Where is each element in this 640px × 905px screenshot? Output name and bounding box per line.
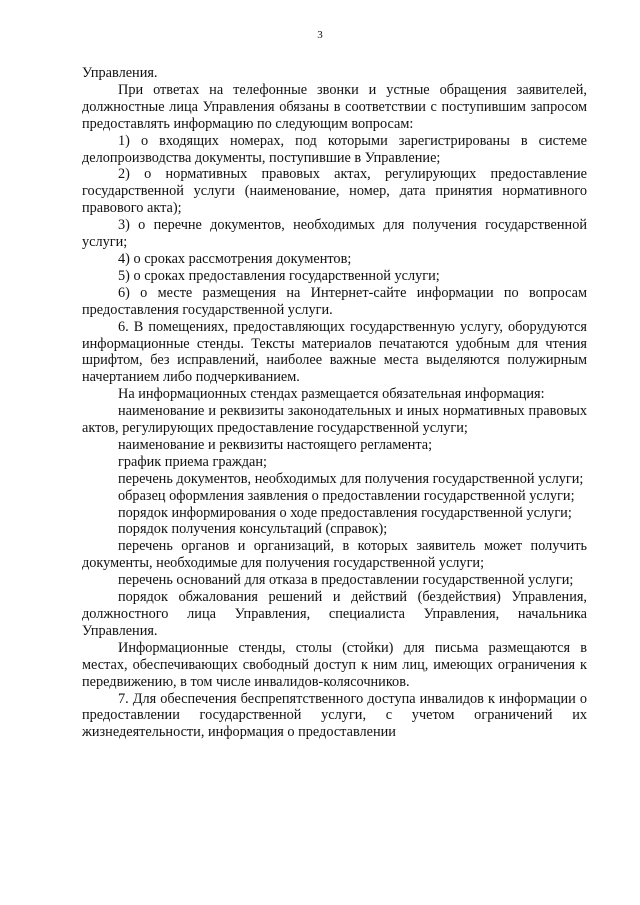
list-item: график приема граждан;	[118, 453, 267, 470]
list-item: перечень документов, необходимых для получения государственной услуги;	[118, 470, 584, 487]
paragraph: 7. Для обеспечения беспрепятственного доступа инвалидов к информации о предоставлении государственной услуги, с учетом ограничений их жизнедеятельности, информация о предоставлении	[82, 690, 587, 741]
paragraph: Информационные стенды, столы (стойки) для письма размещаются в местах, обеспечивающих свободный доступ к ним лиц, имеющих ограничения к передвижению, в том числе инвалидов-колясочников.	[82, 639, 587, 690]
list-item: наименование и реквизиты законодательных и иных нормативных правовых актов, регулирующих предоставление государственной услуги;	[82, 403, 587, 437]
paragraph: 6. В помещениях, предоставляющих государственную услугу, оборудуются информационные стенды. Тексты материалов печатаются удобным для чтения шрифтом, без исправлений, наиболее важные места выделяются полужирным начертанием либо подчеркиванием.	[82, 318, 587, 386]
document-body	[82, 65, 587, 741]
paragraph: На информационных стендах размещается обязательная информация:	[118, 386, 545, 403]
list-item: образец оформления заявления о предоставлении государственной услуги;	[118, 487, 575, 504]
paragraph: При ответах на телефонные звонки и устные обращения заявителей, должностные лица Управления обязаны в соответствии с поступившим запросом предоставлять информацию по следующим вопросам:	[82, 81, 587, 132]
list-item: наименование и реквизиты настоящего регламента;	[118, 436, 433, 453]
list-item: 5) о сроках предоставления государственной услуги;	[118, 267, 440, 284]
paragraph: Управления.	[82, 65, 158, 81]
list-item: порядок получения консультаций (справок);	[118, 521, 388, 538]
list-item: перечень оснований для отказа в предоставлении государственной услуги;	[118, 572, 574, 589]
list-item: 3) о перечне документов, необходимых для получения государственной услуги;	[82, 217, 587, 251]
page-number: 3	[317, 29, 323, 41]
list-item: порядок информирования о ходе предоставления государственной услуги;	[118, 504, 572, 521]
list-item: перечень органов и организаций, в которых заявитель может получить документы, необходимые для получения государственной услуги;	[82, 538, 587, 572]
list-item: порядок обжалования решений и действий (бездействия) Управления, должностного лица Управления, специалиста Управления, начальника Управления.	[82, 589, 587, 639]
list-item: 6) о месте размещения на Интернет-сайте информации по вопросам предоставления государственной услуги.	[82, 284, 587, 318]
list-item: 1) о входящих номерах, под которыми зарегистрированы в системе делопроизводства документы, поступившие в Управление;	[82, 132, 587, 166]
list-item: 4) о сроках рассмотрения документов;	[118, 250, 352, 267]
list-item: 2) о нормативных правовых актах, регулирующих предоставление государственной услуги (наименование, номер, дата принятия нормативного правового акта);	[82, 166, 587, 217]
